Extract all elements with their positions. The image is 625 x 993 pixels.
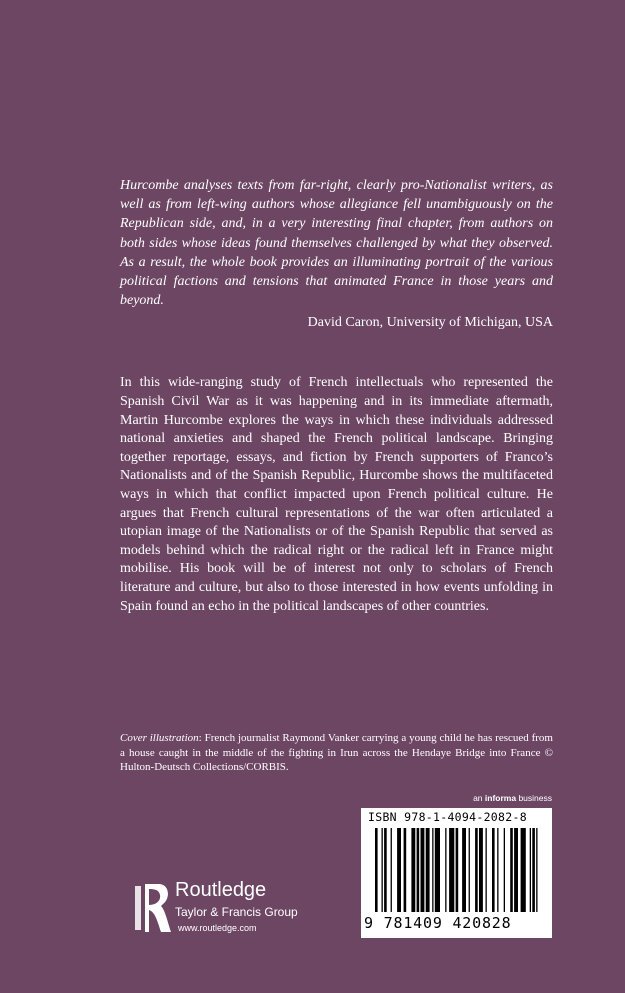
barcode-bar [456, 828, 459, 912]
isbn-barcode [361, 808, 552, 938]
barcode-bar [486, 828, 487, 912]
informa-brand: informa [484, 793, 517, 803]
routledge-logo [133, 880, 313, 940]
barcode-bar [521, 828, 526, 912]
barcode-bar [510, 828, 513, 912]
barcode-bar [426, 828, 430, 912]
barcode-bar [514, 828, 518, 912]
barcode-bar [492, 828, 495, 912]
barcode-bar [497, 828, 498, 912]
barcode-bar [435, 828, 440, 912]
barcode-bar [462, 828, 466, 912]
barcode-bar [404, 828, 407, 912]
barcode-bar [391, 828, 392, 912]
review-quote: Hurcombe analyses texts from far-right, clearly pro-Nationalist writers, as well as from left-wing authors whose allegiance fell unambiguously on the Republican side, and, in a very interesting final chapter, from authors on both sides whose ideas found themselves challenged by what they observed. As a result, the whole book provides an illuminating portrait of the various political factions and tensions that animated France in those years and beyond. [120, 178, 553, 309]
barcode-bar [375, 828, 378, 912]
informa-prefix: an [473, 793, 485, 803]
ean-digits: 9 781409 420828 [364, 914, 512, 932]
barcode-bar [411, 828, 415, 912]
cover-illustration-credit [120, 731, 553, 775]
informa-suffix: business [516, 793, 552, 803]
barcode-bar [536, 828, 537, 912]
barcode-bar [417, 828, 420, 912]
barcode-bar [449, 828, 454, 912]
routledge-r-icon [133, 880, 173, 935]
cover-text: : French journalist Raymond Vanker carrying a young child he has rescued from a house caught in the middle of the fighting in Irun across the Hendaye Bridge into France © Hulton-Deutsch Collections/CORBIS. [120, 732, 553, 773]
barcode-bar [445, 828, 446, 912]
barcode-bar [532, 828, 535, 912]
barcode-bar [479, 828, 483, 912]
barcode-bar [530, 828, 531, 912]
barcode-bar [384, 828, 387, 912]
book-description: In this wide-ranging study of French intellectuals who represented the Spanish Civil War as it was happening and in its immediate aftermath, Martin Hurcombe explores the ways in which these individuals addressed national anxieties and shaped the French political landscape. Bringing together reportage, essays, and fiction by French supporters of Franco’s Nationalists and of the Spanish Republic, Hurcombe shows the multifaceted ways in which that conflict impacted upon French political culture. He argues that French cultural representations of the war often articulated a utopian image of the Nationalists or of the Spanish Republic that served as models behind which the radical right or the radical left in France might mobilise. His book will be of interest not only to scholars of French literature and culture, but also to those interested in how events unfolding in Spain found an echo in the political landscapes of other countries. [120, 375, 553, 614]
informa-tagline [440, 793, 552, 803]
cover-label: Cover illustration [120, 732, 199, 744]
barcode-bars [375, 828, 539, 912]
publisher-url: www.routledge.com [178, 923, 257, 933]
barcode-bar [475, 828, 478, 912]
barcode-bar [382, 828, 383, 912]
barcode-bar [469, 828, 470, 912]
text-column [120, 176, 553, 616]
publisher-name: Routledge [175, 879, 267, 901]
review-attribution: David Caron, University of Michigan, USA [307, 315, 553, 331]
publisher-group: Taylor & Francis Group [175, 905, 298, 919]
isbn-text: ISBN 978-1-4094-2082-8 [368, 810, 527, 824]
barcode-bar [397, 828, 401, 912]
barcode-bar [421, 828, 425, 912]
barcode-bar [432, 828, 433, 912]
barcode-bar [504, 828, 505, 912]
